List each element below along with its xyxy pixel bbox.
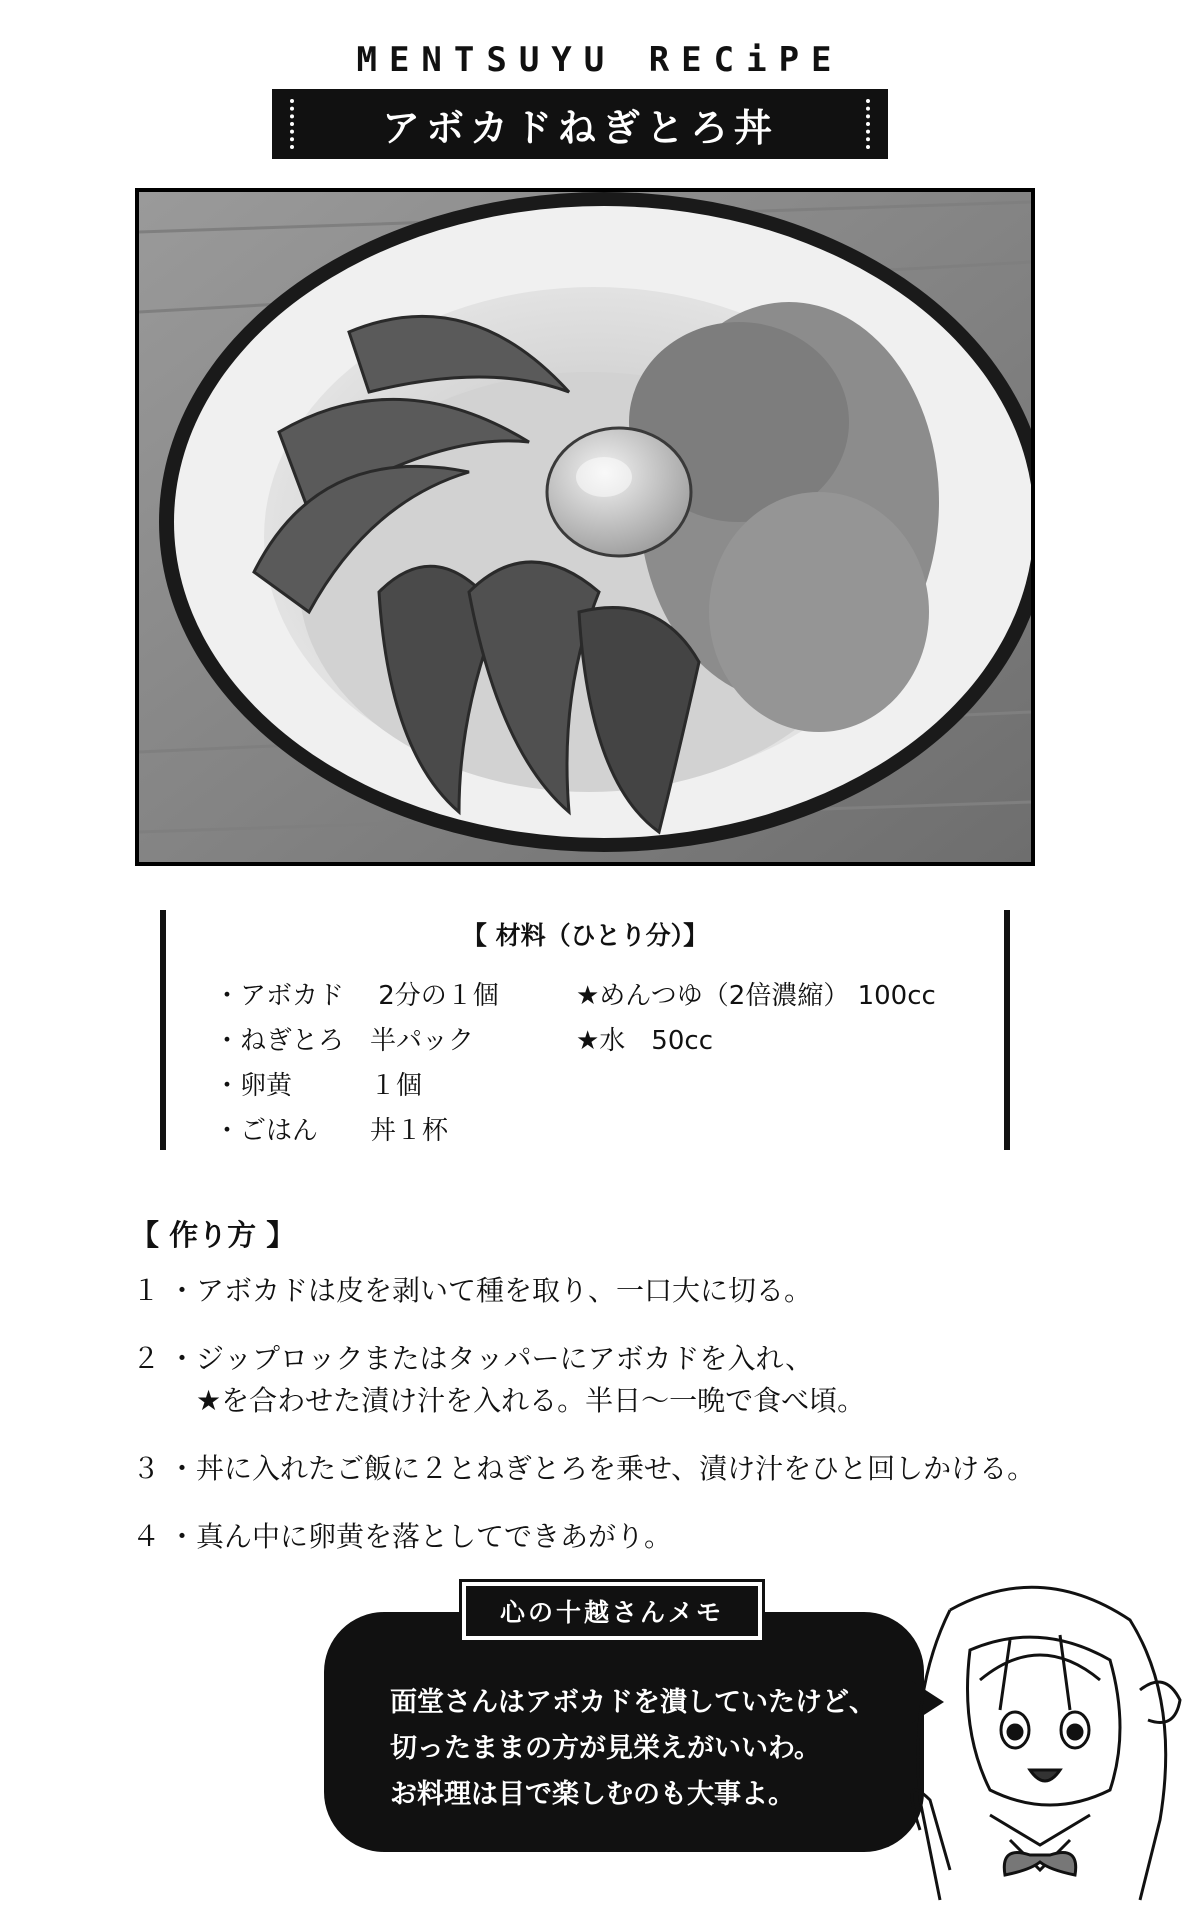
dish-photo: [135, 188, 1035, 866]
banner-notch-right: [881, 89, 895, 159]
recipe-title-banner: [272, 89, 888, 159]
step-text: ・アボカドは皮を剥いて種を取り、一口大に切る。: [168, 1274, 813, 1307]
memo-line: 面堂さんはアボカドを潰していたけど、: [390, 1687, 876, 1718]
step-number: ３: [132, 1452, 161, 1485]
ingredients-title: 【 材料（ひとり分）】: [461, 921, 709, 950]
step-number: ２: [132, 1342, 161, 1375]
step-text: ・真ん中に卵黄を落としてできあがり。: [168, 1520, 673, 1553]
memo-line: お料理は目で楽しむのも大事よ。: [390, 1779, 795, 1810]
recipe-title: アボカドねぎとろ丼: [381, 105, 778, 150]
ingredient-item: ・ねぎとろ 半パック: [214, 1026, 475, 1056]
banner-notch-left: [265, 89, 279, 159]
ingredient-item: ★めんつゆ（2倍濃縮） 100cc: [576, 981, 936, 1011]
memo-line: 切ったままの方が見栄えがいいわ。: [390, 1733, 821, 1764]
step-item: [132, 1270, 1035, 1312]
step-text: ・丼に入れたご飯に２とねぎとろを乗せ、漬け汁をひと回しかける。: [168, 1452, 1036, 1485]
series-title: MENTSUYU RECiPE: [356, 40, 844, 80]
steps-title: 【 作り方 】: [130, 1218, 296, 1252]
ingredients-right-list: [576, 974, 936, 1064]
ingredient-item: ・アボカド 2分の１個: [214, 981, 499, 1011]
step-number: １: [132, 1274, 161, 1307]
memo-tag: 心の十越さんメモ: [462, 1582, 762, 1640]
ingredient-item: ・ごはん 丼１杯: [214, 1116, 449, 1146]
step-item: [132, 1516, 1035, 1558]
character-illustration: [890, 1570, 1190, 1920]
ingredients-box: [160, 910, 1010, 1150]
step-item: [132, 1338, 1035, 1422]
step-text: ・ジップロックまたはタッパーにアボカドを入れ、 ★を合わせた漬け汁を入れる。半日〜一晩で食べ頃。: [168, 1342, 866, 1417]
steps-list: [132, 1270, 1035, 1584]
step-number: ４: [132, 1520, 161, 1553]
ingredient-item: ・卵黄 １個: [214, 1071, 423, 1101]
ingredients-left-list: [214, 974, 499, 1154]
step-item: [132, 1448, 1035, 1490]
ingredient-item: ★水 50cc: [576, 1026, 713, 1056]
memo-text: [390, 1680, 876, 1818]
